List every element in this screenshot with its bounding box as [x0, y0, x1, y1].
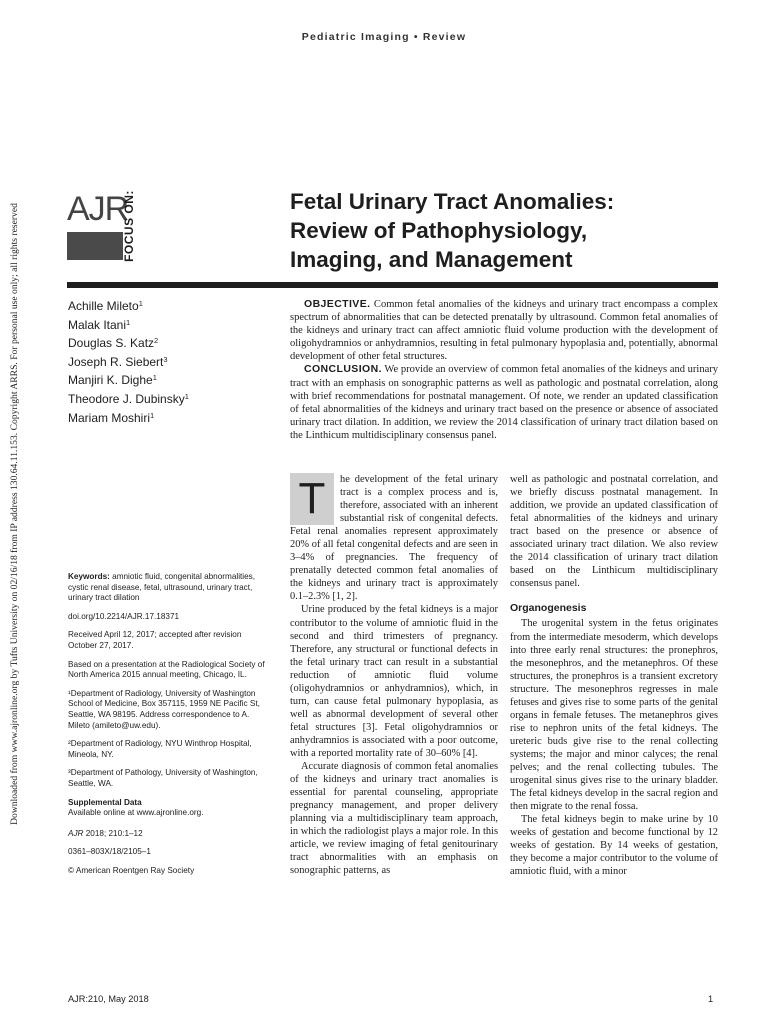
abstract	[290, 298, 718, 442]
author-name: Achille Mileto$^1$	[68, 299, 143, 313]
ajr-focus-on-logo	[67, 190, 147, 265]
affiliation-3: ³Department of Pathology, University of Washington, Seattle, WA.	[68, 768, 258, 788]
author-name: Douglas S. Katz$^2$	[68, 336, 159, 351]
logo-bar	[67, 232, 123, 260]
download-notice	[9, 174, 21, 854]
paragraph: Accurate diagnosis of common fetal anomalies of the kidneys and urinary tract anomalies is essential for parental counseling, appropriate pregnancy management, and proper delivery planning via a multidisciplinary team approach, in which the radiologist plays a major role. In this article, we review imaging of fetal genitourinary tract abnormalities with an emphasis on sonographic patterns, as	[290, 761, 498, 877]
focus-on-text: FOCUS ON:	[122, 190, 136, 262]
objective-label: OBJECTIVE.	[304, 298, 371, 310]
supplemental-data: Supplemental Data Available online at www.ajronline.org.	[68, 797, 204, 818]
section-heading: Organogenesis	[510, 602, 587, 615]
body-column-2	[510, 473, 718, 878]
doi-link[interactable]: doi.org/10.2214/AJR.17.18371	[68, 611, 180, 621]
journal-section-header: Pediatric Imaging • Review	[301, 31, 467, 43]
paragraph: Urine produced by the fetal kidneys is a major contributor to the volume of amniotic fluid in the second and third trimesters of pregnancy. Therefore, any structural or functional defects in the fetal urinary tract can result in a substantial reduction of amniotic fluid volume (oligohydramnios or anhydramnios), which, in turn, can cause fetal pulmonary hypoplasia, as well as abnormal development of several other fetal structures [3]. Fetal oligohydramnios or anhydramnios is associated with a poor outcome, with a reported mortality rate of 30–60% [4].	[290, 604, 498, 759]
page-number: 1	[708, 994, 714, 1004]
author-name: Malak Itani$^1$	[68, 317, 131, 332]
article-title	[290, 187, 730, 274]
paragraph: T he development of the fetal urinary tract is a complex process and is, therefore, associated with an inherent substantial risk of congenital defects. Fetal renal anomalies represent approximately 20% of all fetal congenital defects and are seen in 3–4% of pregnancies. The frequency of prenatally detected common fetal anomalies of the kidneys and urinary tract is approximately 0.1–2.3% [1, 2].	[290, 474, 498, 603]
ajr-logo-text: AJR	[67, 190, 129, 228]
received-dates: Received April 12, 2017; accepted after revision October 27, 2017.	[68, 630, 242, 650]
citation: AJR 2018; 210:1–12	[68, 828, 143, 838]
copyright: © American Roentgen Ray Society	[68, 865, 195, 875]
title-divider	[67, 282, 718, 288]
download-notice-text: Downloaded from www.ajronline.org by Tufts University on 02/16/18 from IP address 130.64.11.153. Copyright ARRS. For personal use only; all rights reserved	[9, 203, 20, 825]
author-name: Mariam Moshiri$^1$	[68, 410, 155, 425]
keywords: Keywords: amniotic fluid, congenital abnormalities, cystic renal disease, fetal, ultrasound, urinary tract, urinary tract dilation	[68, 572, 256, 603]
paragraph: well as pathologic and postnatal correlation, and we briefly discuss postnatal management. In addition, we provide an updated classification of fetal abnormalities of the kidneys and urinary tract based on the presence or absence of associated urinary tract dilation. We also review the 2014 classification of urinary tract dilation based on the Linthicum multidisciplinary consensus panel.	[510, 474, 718, 590]
affiliation-2: ²Department of Radiology, NYU Winthrop Hospital, Mineola, NY.	[68, 739, 252, 759]
paragraph: The urogenital system in the fetus originates from the intermediate mesoderm, which develops into three early renal structures: the pronephros, the mesonephros, and the metanephros. Of these structures, the pronephros is a transient excretory structure. The mesonephros regresses in male fetuses and gives rise to some parts of the genital organs in female fetuses. The metanephros gives rise to nephron units of the fetal kidneys. The ureteric buds give rise to the renal collecting systems; the major and minor calyces; the renal pelves; and the renal collecting tubules. The urogenital sinus gives rise to the urinary bladder. The fetal kidneys develop in the sacral region and then migrate to the renal fossa.	[510, 618, 718, 813]
abstract-objective: OBJECTIVE. Common fetal anomalies of the kidneys and urinary tract encompass a complex spectrum of abnormalities that can be detected prenatally by ultrasound. Common fetal anomalies of the kidneys and urinary tract can affect amniotic fluid volume production with the development of oligohydramnios or anhydramnios, resulting in fetal pulmonary hypoplasia and, potentially, abnormal development of other fetal structures.	[290, 298, 718, 363]
focus-on-label	[121, 190, 137, 262]
author-name: Theodore J. Dubinsky$^1$	[68, 391, 189, 406]
title-line: Review of Pathophysiology,	[290, 218, 588, 243]
issn: 0361–803X/18/2105–1	[68, 847, 151, 857]
author-list	[68, 296, 278, 426]
title-line: Fetal Urinary Tract Anomalies:	[290, 189, 615, 214]
presentation-note: Based on a presentation at the Radiological Society of North America 2015 annual meeting, Chicago, IL.	[68, 659, 265, 680]
conclusion-label: CONCLUSION.	[304, 363, 382, 376]
author-name: Joseph R. Siebert$^3$	[68, 354, 168, 369]
affiliation-1: ¹Department of Radiology, University of Washington School of Medicine, Box 357115, 1959 NE Pacific St, Seattle, WA 98195. Address correspondence to A. Mileto (amileto@uw.edu).	[68, 688, 260, 730]
abstract-conclusion: CONCLUSION. We provide an overview of common fetal anomalies of the kidneys and urinary tract with an emphasis on sonographic patterns as well as pathologic and postnatal correlation, along with brief recommendations for postnatal management. Of note, we render an updated classification of fetal abnormalities of the kidneys and urinary tract based on the presence or absence of associated urinary tract dilation. In addition, we review the 2014 classification of urinary tract dilation based on the Linthicum multidisciplinary consensus panel.	[290, 363, 718, 441]
title-line: Imaging, and Management	[290, 247, 573, 272]
paragraph: The fetal kidneys begin to make urine by 10 weeks of gestation and become functional by 12 weeks of gestation. By 14 weeks of gestation, they become a major contributor to the volume of amniotic fluid, with a minor	[510, 814, 718, 878]
footer-journal-issue: AJR:210, May 2018	[68, 994, 149, 1004]
drop-cap: T	[290, 473, 334, 525]
body-column-1	[290, 473, 498, 877]
author-name: Manjiri K. Dighe$^1$	[68, 373, 157, 388]
article-metadata	[68, 572, 268, 884]
